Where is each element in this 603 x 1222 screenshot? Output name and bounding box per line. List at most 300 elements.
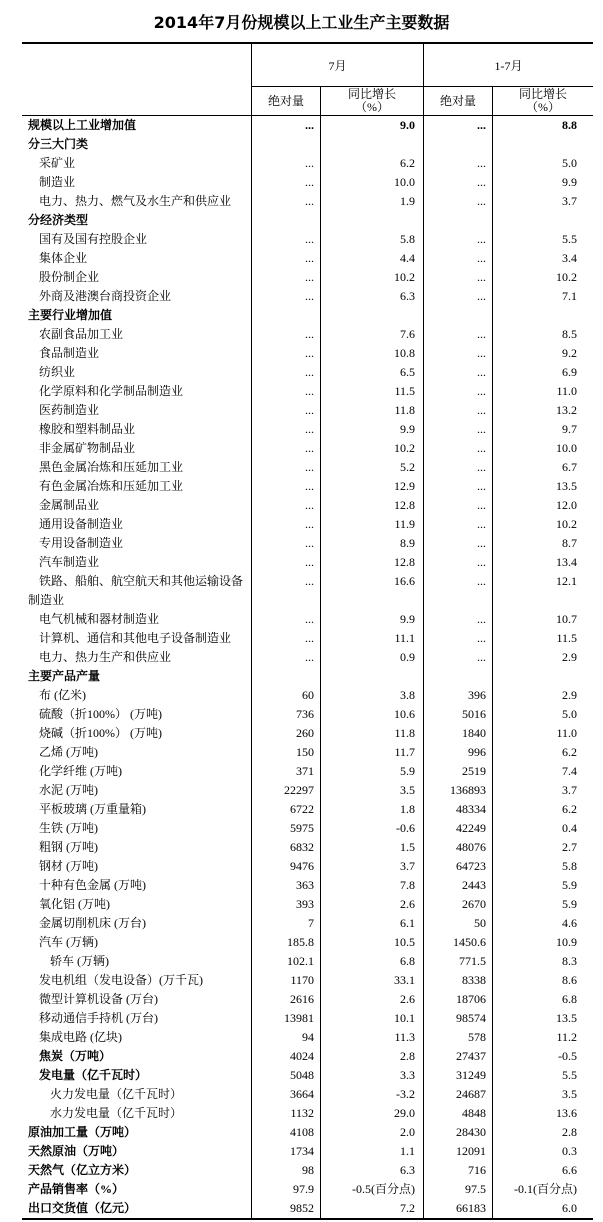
value-cell: [252, 306, 321, 325]
value-cell: 2.8: [562, 1125, 577, 1139]
value-cell: 1.1: [321, 1142, 424, 1161]
value-cell: 6.2: [562, 745, 577, 759]
row-label: 化学纤维 (万吨): [22, 762, 252, 781]
value-cell: 98: [252, 1161, 321, 1180]
value-cell: [424, 306, 493, 325]
row-label: 原油加工量（万吨）: [22, 1123, 252, 1142]
table-row: [22, 686, 593, 705]
value-cell: ...: [424, 534, 493, 553]
row-label: 烧碱（折100%） (万吨): [22, 724, 252, 743]
value-cell: 2.6: [321, 990, 424, 1009]
row-label: 电力、热力、燃气及水生产和供应业: [22, 192, 252, 211]
value-cell: ...: [424, 154, 493, 173]
value-cell: ...: [424, 249, 493, 268]
value-cell: 5.0: [562, 707, 577, 721]
column-header-unit: （%）: [355, 100, 389, 114]
value-cell: ...: [424, 363, 493, 382]
value-cell: 13.2: [556, 403, 577, 417]
value-cell: 4108: [252, 1123, 321, 1142]
value-cell: ...: [424, 344, 493, 363]
row-label: 十种有色金属 (万吨): [22, 876, 252, 895]
row-label: 计算机、通信和其他电子设备制造业: [22, 629, 252, 648]
table-row: [22, 230, 593, 249]
value-cell: ...: [252, 116, 321, 135]
value-cell: 9.9: [321, 420, 424, 439]
value-cell: 7.8: [321, 876, 424, 895]
value-cell: ...: [424, 325, 493, 344]
value-cell: [424, 667, 493, 686]
value-cell: 716: [424, 1161, 493, 1180]
row-label: 股份制企业: [22, 268, 252, 287]
value-cell: ...: [252, 344, 321, 363]
value-cell: 28430: [424, 1123, 493, 1142]
value-cell: 97.9: [252, 1180, 321, 1199]
value-cell: 6.8: [321, 952, 424, 971]
value-cell: 4024: [252, 1047, 321, 1066]
value-cell: 3.3: [321, 1066, 424, 1085]
row-label: 有色金属冶炼和压延加工业: [22, 477, 252, 496]
value-cell: 2.8: [321, 1047, 424, 1066]
value-cell: 11.2: [556, 1030, 577, 1044]
table-row: [22, 534, 593, 553]
row-label: 采矿业: [22, 154, 252, 173]
table-row: [22, 895, 593, 914]
value-cell: 31249: [424, 1066, 493, 1085]
value-cell: 2.6: [321, 895, 424, 914]
value-cell: 8.3: [562, 954, 577, 968]
value-cell: 6.3: [321, 1161, 424, 1180]
value-cell: 48076: [424, 838, 493, 857]
value-cell: 363: [252, 876, 321, 895]
table-row: [22, 1028, 593, 1047]
value-cell: 371: [252, 762, 321, 781]
value-cell: 736: [252, 705, 321, 724]
value-cell: 8.8: [562, 118, 577, 132]
value-cell: 6.9: [562, 365, 577, 379]
table-row: [22, 515, 593, 534]
value-cell: 5.9: [562, 878, 577, 892]
value-cell: 1840: [424, 724, 493, 743]
value-cell: ...: [252, 249, 321, 268]
value-cell: 10.0: [321, 173, 424, 192]
row-label: 乙烯 (万吨): [22, 743, 252, 762]
table-row: [22, 1104, 593, 1123]
value-cell: [252, 667, 321, 686]
value-cell: ...: [252, 268, 321, 287]
value-cell: 9.9: [321, 610, 424, 629]
value-cell: 11.5: [321, 382, 424, 401]
value-cell: 1.5: [321, 838, 424, 857]
row-label: 氧化铝 (万吨): [22, 895, 252, 914]
table-row: [22, 1085, 593, 1104]
row-label: 主要产品产量: [22, 667, 252, 686]
row-label: 轿车 (万辆): [22, 952, 252, 971]
value-cell: ...: [252, 192, 321, 211]
value-cell: 9.9: [562, 175, 577, 189]
table-row: [22, 762, 593, 781]
column-header-label: 绝对量: [267, 93, 304, 108]
table-row: [22, 496, 593, 515]
value-cell: 1170: [252, 971, 321, 990]
value-cell: ...: [252, 230, 321, 249]
value-cell: 66183: [424, 1199, 493, 1218]
value-cell: 10.6: [321, 705, 424, 724]
value-cell: 5975: [252, 819, 321, 838]
row-label: 食品制造业: [22, 344, 252, 363]
table-row: [22, 325, 593, 344]
value-cell: 50: [424, 914, 493, 933]
value-cell: 10.2: [321, 439, 424, 458]
row-label: 微型计算机设备 (万台): [22, 990, 252, 1009]
column-header-label: 绝对量: [439, 93, 476, 108]
column-header-absolute-july: [252, 87, 321, 115]
value-cell: 33.1: [321, 971, 424, 990]
row-label: 发电量（亿千瓦时）: [22, 1066, 252, 1085]
table-row: [22, 1161, 593, 1180]
table-row: [22, 838, 593, 857]
row-label: 发电机组（发电设备）(万千瓦): [22, 971, 252, 990]
value-cell: 11.0: [556, 726, 577, 740]
value-cell: ...: [424, 458, 493, 477]
value-cell: 11.1: [321, 629, 424, 648]
value-cell: [424, 211, 493, 230]
row-label: 焦炭（万吨）: [22, 1047, 252, 1066]
table-row: [22, 743, 593, 762]
value-cell: 3.5: [321, 781, 424, 800]
value-cell: 9852: [252, 1199, 321, 1218]
value-cell: 4.6: [562, 916, 577, 930]
value-cell: 6832: [252, 838, 321, 857]
value-cell: 8.5: [562, 327, 577, 341]
value-cell: 7.4: [562, 764, 577, 778]
value-cell: ...: [252, 629, 321, 648]
value-cell: ...: [424, 287, 493, 306]
row-label: 硫酸（折100%） (万吨): [22, 705, 252, 724]
value-cell: 1132: [252, 1104, 321, 1123]
table-row: [22, 287, 593, 306]
row-label: 汽车 (万辆): [22, 933, 252, 952]
value-cell: -0.1(百分点): [514, 1182, 577, 1196]
column-group-jan-jul: 1-7月: [424, 44, 593, 87]
value-cell: 8.6: [562, 973, 577, 987]
value-cell: 2.0: [321, 1123, 424, 1142]
value-cell: 16.6: [321, 572, 424, 610]
value-cell: [321, 667, 424, 686]
value-cell: [493, 306, 593, 325]
column-header-absolute-jan-jul: [424, 87, 493, 115]
value-cell: 10.7: [556, 612, 577, 626]
table-row: [22, 1142, 593, 1161]
value-cell: ...: [252, 173, 321, 192]
table-row: [22, 135, 593, 154]
value-cell: 0.4: [562, 821, 577, 835]
value-cell: [493, 667, 593, 686]
table-row: [22, 971, 593, 990]
row-label: 橡胶和塑料制品业: [22, 420, 252, 439]
value-cell: 12.8: [321, 553, 424, 572]
row-label: 生铁 (万吨): [22, 819, 252, 838]
column-header-label: 同比增长: [347, 87, 396, 101]
value-cell: 64723: [424, 857, 493, 876]
value-cell: 60: [252, 686, 321, 705]
value-cell: 3.7: [562, 783, 577, 797]
value-cell: ...: [252, 382, 321, 401]
value-cell: 771.5: [424, 952, 493, 971]
value-cell: 6722: [252, 800, 321, 819]
table-row: [22, 1047, 593, 1066]
value-cell: 5.9: [321, 762, 424, 781]
value-cell: 10.0: [556, 441, 577, 455]
value-cell: 42249: [424, 819, 493, 838]
value-cell: ...: [424, 477, 493, 496]
table-row: [22, 648, 593, 667]
value-cell: 11.7: [321, 743, 424, 762]
value-cell: 396: [424, 686, 493, 705]
value-cell: [493, 211, 593, 230]
value-cell: ...: [252, 401, 321, 420]
table-row: [22, 173, 593, 192]
value-cell: 578: [424, 1028, 493, 1047]
value-cell: 13.4: [556, 555, 577, 569]
value-cell: ...: [424, 572, 493, 610]
value-cell: 3.7: [562, 194, 577, 208]
value-cell: 102.1: [252, 952, 321, 971]
value-cell: 10.2: [556, 270, 577, 284]
value-cell: 6.0: [562, 1201, 577, 1215]
value-cell: ...: [424, 230, 493, 249]
row-label: 纺织业: [22, 363, 252, 382]
value-cell: 7: [252, 914, 321, 933]
value-cell: 24687: [424, 1085, 493, 1104]
value-cell: 6.8: [562, 992, 577, 1006]
row-label: 铁路、船舶、航空航天和其他运输设备制造业: [22, 572, 252, 610]
row-label: 制造业: [22, 173, 252, 192]
table-row: [22, 876, 593, 895]
value-cell: -0.5(百分点): [321, 1180, 424, 1199]
column-header-unit: （%）: [526, 100, 560, 114]
value-cell: 11.8: [321, 724, 424, 743]
value-cell: 9.0: [321, 116, 424, 135]
value-cell: 5.0: [562, 156, 577, 170]
value-cell: 136893: [424, 781, 493, 800]
table-row: [22, 952, 593, 971]
value-cell: 18706: [424, 990, 493, 1009]
row-label: 布 (亿米): [22, 686, 252, 705]
row-label: 医药制造业: [22, 401, 252, 420]
table-row: [22, 439, 593, 458]
value-cell: 11.0: [556, 384, 577, 398]
value-cell: ...: [424, 401, 493, 420]
table-row: [22, 990, 593, 1009]
value-cell: 10.9: [556, 935, 577, 949]
value-cell: ...: [252, 458, 321, 477]
table-row: [22, 800, 593, 819]
value-cell: 9.2: [562, 346, 577, 360]
value-cell: 11.9: [321, 515, 424, 534]
value-cell: 10.8: [321, 344, 424, 363]
value-cell: [321, 135, 424, 154]
value-cell: 3.5: [562, 1087, 577, 1101]
value-cell: ...: [252, 496, 321, 515]
value-cell: 5.5: [562, 232, 577, 246]
value-cell: 9.7: [562, 422, 577, 436]
table-row: [22, 363, 593, 382]
value-cell: 94: [252, 1028, 321, 1047]
value-cell: [252, 211, 321, 230]
value-cell: ...: [252, 154, 321, 173]
row-label: 天然原油（万吨）: [22, 1142, 252, 1161]
header-group-row: [22, 44, 593, 87]
table-row: [22, 553, 593, 572]
row-label: 电力、热力生产和供应业: [22, 648, 252, 667]
value-cell: 2.7: [562, 840, 577, 854]
row-label: 水力发电量（亿千瓦时）: [22, 1104, 252, 1123]
value-cell: 6.1: [321, 914, 424, 933]
value-cell: 2616: [252, 990, 321, 1009]
table-row: [22, 705, 593, 724]
value-cell: ...: [252, 325, 321, 344]
table-row: [22, 268, 593, 287]
value-cell: [252, 135, 321, 154]
value-cell: 2.9: [562, 650, 577, 664]
header-label-spacer: [22, 44, 252, 87]
table-row: [22, 458, 593, 477]
row-label: 化学原料和化学制品制造业: [22, 382, 252, 401]
row-label: 天然气（亿立方米）: [22, 1161, 252, 1180]
value-cell: ...: [424, 192, 493, 211]
column-header-yoy-july: [321, 87, 424, 115]
row-label: 农副食品加工业: [22, 325, 252, 344]
value-cell: ...: [252, 515, 321, 534]
row-label: 国有及国有控股企业: [22, 230, 252, 249]
value-cell: ...: [424, 515, 493, 534]
row-label: 规模以上工业增加值: [22, 116, 252, 135]
column-header-yoy-jan-jul: [493, 87, 593, 115]
table-row: [22, 401, 593, 420]
value-cell: 10.5: [321, 933, 424, 952]
value-cell: 2670: [424, 895, 493, 914]
value-cell: 260: [252, 724, 321, 743]
table-row: [22, 192, 593, 211]
table-row: [22, 249, 593, 268]
table-row: [22, 344, 593, 363]
table-row: [22, 572, 593, 610]
value-cell: 12.0: [556, 498, 577, 512]
row-label: 非金属矿物制品业: [22, 439, 252, 458]
value-cell: 5.5: [562, 1068, 577, 1082]
row-label: 火力发电量（亿千瓦时）: [22, 1085, 252, 1104]
value-cell: 98574: [424, 1009, 493, 1028]
table-row: [22, 857, 593, 876]
value-cell: ...: [424, 553, 493, 572]
header-label-spacer: [22, 87, 252, 115]
table-body: [22, 116, 593, 1218]
row-label: 专用设备制造业: [22, 534, 252, 553]
column-group-july: 7月: [252, 44, 424, 87]
value-cell: ...: [424, 420, 493, 439]
value-cell: 10.2: [556, 517, 577, 531]
value-cell: -0.5: [558, 1049, 577, 1063]
table-row: [22, 116, 593, 135]
row-label: 黑色金属冶炼和压延加工业: [22, 458, 252, 477]
value-cell: 0.3: [562, 1144, 577, 1158]
value-cell: 27437: [424, 1047, 493, 1066]
value-cell: 29.0: [321, 1104, 424, 1123]
table-row: [22, 724, 593, 743]
value-cell: ...: [424, 610, 493, 629]
value-cell: [321, 306, 424, 325]
value-cell: -3.2: [321, 1085, 424, 1104]
row-label: 主要行业增加值: [22, 306, 252, 325]
value-cell: 6.6: [562, 1163, 577, 1177]
value-cell: 22297: [252, 781, 321, 800]
value-cell: ...: [424, 173, 493, 192]
value-cell: [321, 211, 424, 230]
table-row: [22, 382, 593, 401]
value-cell: 3.8: [321, 686, 424, 705]
table-row: [22, 1180, 593, 1199]
value-cell: 12.9: [321, 477, 424, 496]
row-label: 产品销售率（%）: [22, 1180, 252, 1199]
value-cell: ...: [252, 477, 321, 496]
value-cell: ...: [252, 610, 321, 629]
value-cell: ...: [252, 287, 321, 306]
value-cell: 6.2: [321, 154, 424, 173]
value-cell: ...: [424, 382, 493, 401]
value-cell: -0.6: [321, 819, 424, 838]
row-label: 分三大门类: [22, 135, 252, 154]
table-row: [22, 1123, 593, 1142]
table-row: [22, 1199, 593, 1218]
row-label: 通用设备制造业: [22, 515, 252, 534]
value-cell: 7.2: [321, 1199, 424, 1218]
value-cell: ...: [252, 420, 321, 439]
value-cell: 11.5: [556, 631, 577, 645]
value-cell: ...: [424, 648, 493, 667]
table-row: [22, 781, 593, 800]
value-cell: 9476: [252, 857, 321, 876]
row-label: 出口交货值（亿元）: [22, 1199, 252, 1218]
table-row: [22, 629, 593, 648]
value-cell: 8.9: [321, 534, 424, 553]
value-cell: ...: [252, 572, 321, 610]
value-cell: 1450.6: [424, 933, 493, 952]
value-cell: 150: [252, 743, 321, 762]
row-label: 平板玻璃 (万重量箱): [22, 800, 252, 819]
value-cell: 11.3: [321, 1028, 424, 1047]
value-cell: ...: [252, 553, 321, 572]
row-label: 金属制品业: [22, 496, 252, 515]
value-cell: ...: [424, 116, 493, 135]
value-cell: 5.2: [321, 458, 424, 477]
value-cell: 10.2: [321, 268, 424, 287]
table-row: [22, 477, 593, 496]
value-cell: 8.7: [562, 536, 577, 550]
table-row: [22, 1009, 593, 1028]
row-label: 汽车制造业: [22, 553, 252, 572]
value-cell: 4848: [424, 1104, 493, 1123]
table-row: [22, 610, 593, 629]
table-row: [22, 933, 593, 952]
value-cell: 13.5: [556, 479, 577, 493]
table-row: [22, 154, 593, 173]
value-cell: ...: [252, 648, 321, 667]
value-cell: 1.9: [321, 192, 424, 211]
column-header-label: 同比增长: [518, 87, 567, 101]
value-cell: 10.1: [321, 1009, 424, 1028]
value-cell: 1.8: [321, 800, 424, 819]
value-cell: ...: [424, 629, 493, 648]
